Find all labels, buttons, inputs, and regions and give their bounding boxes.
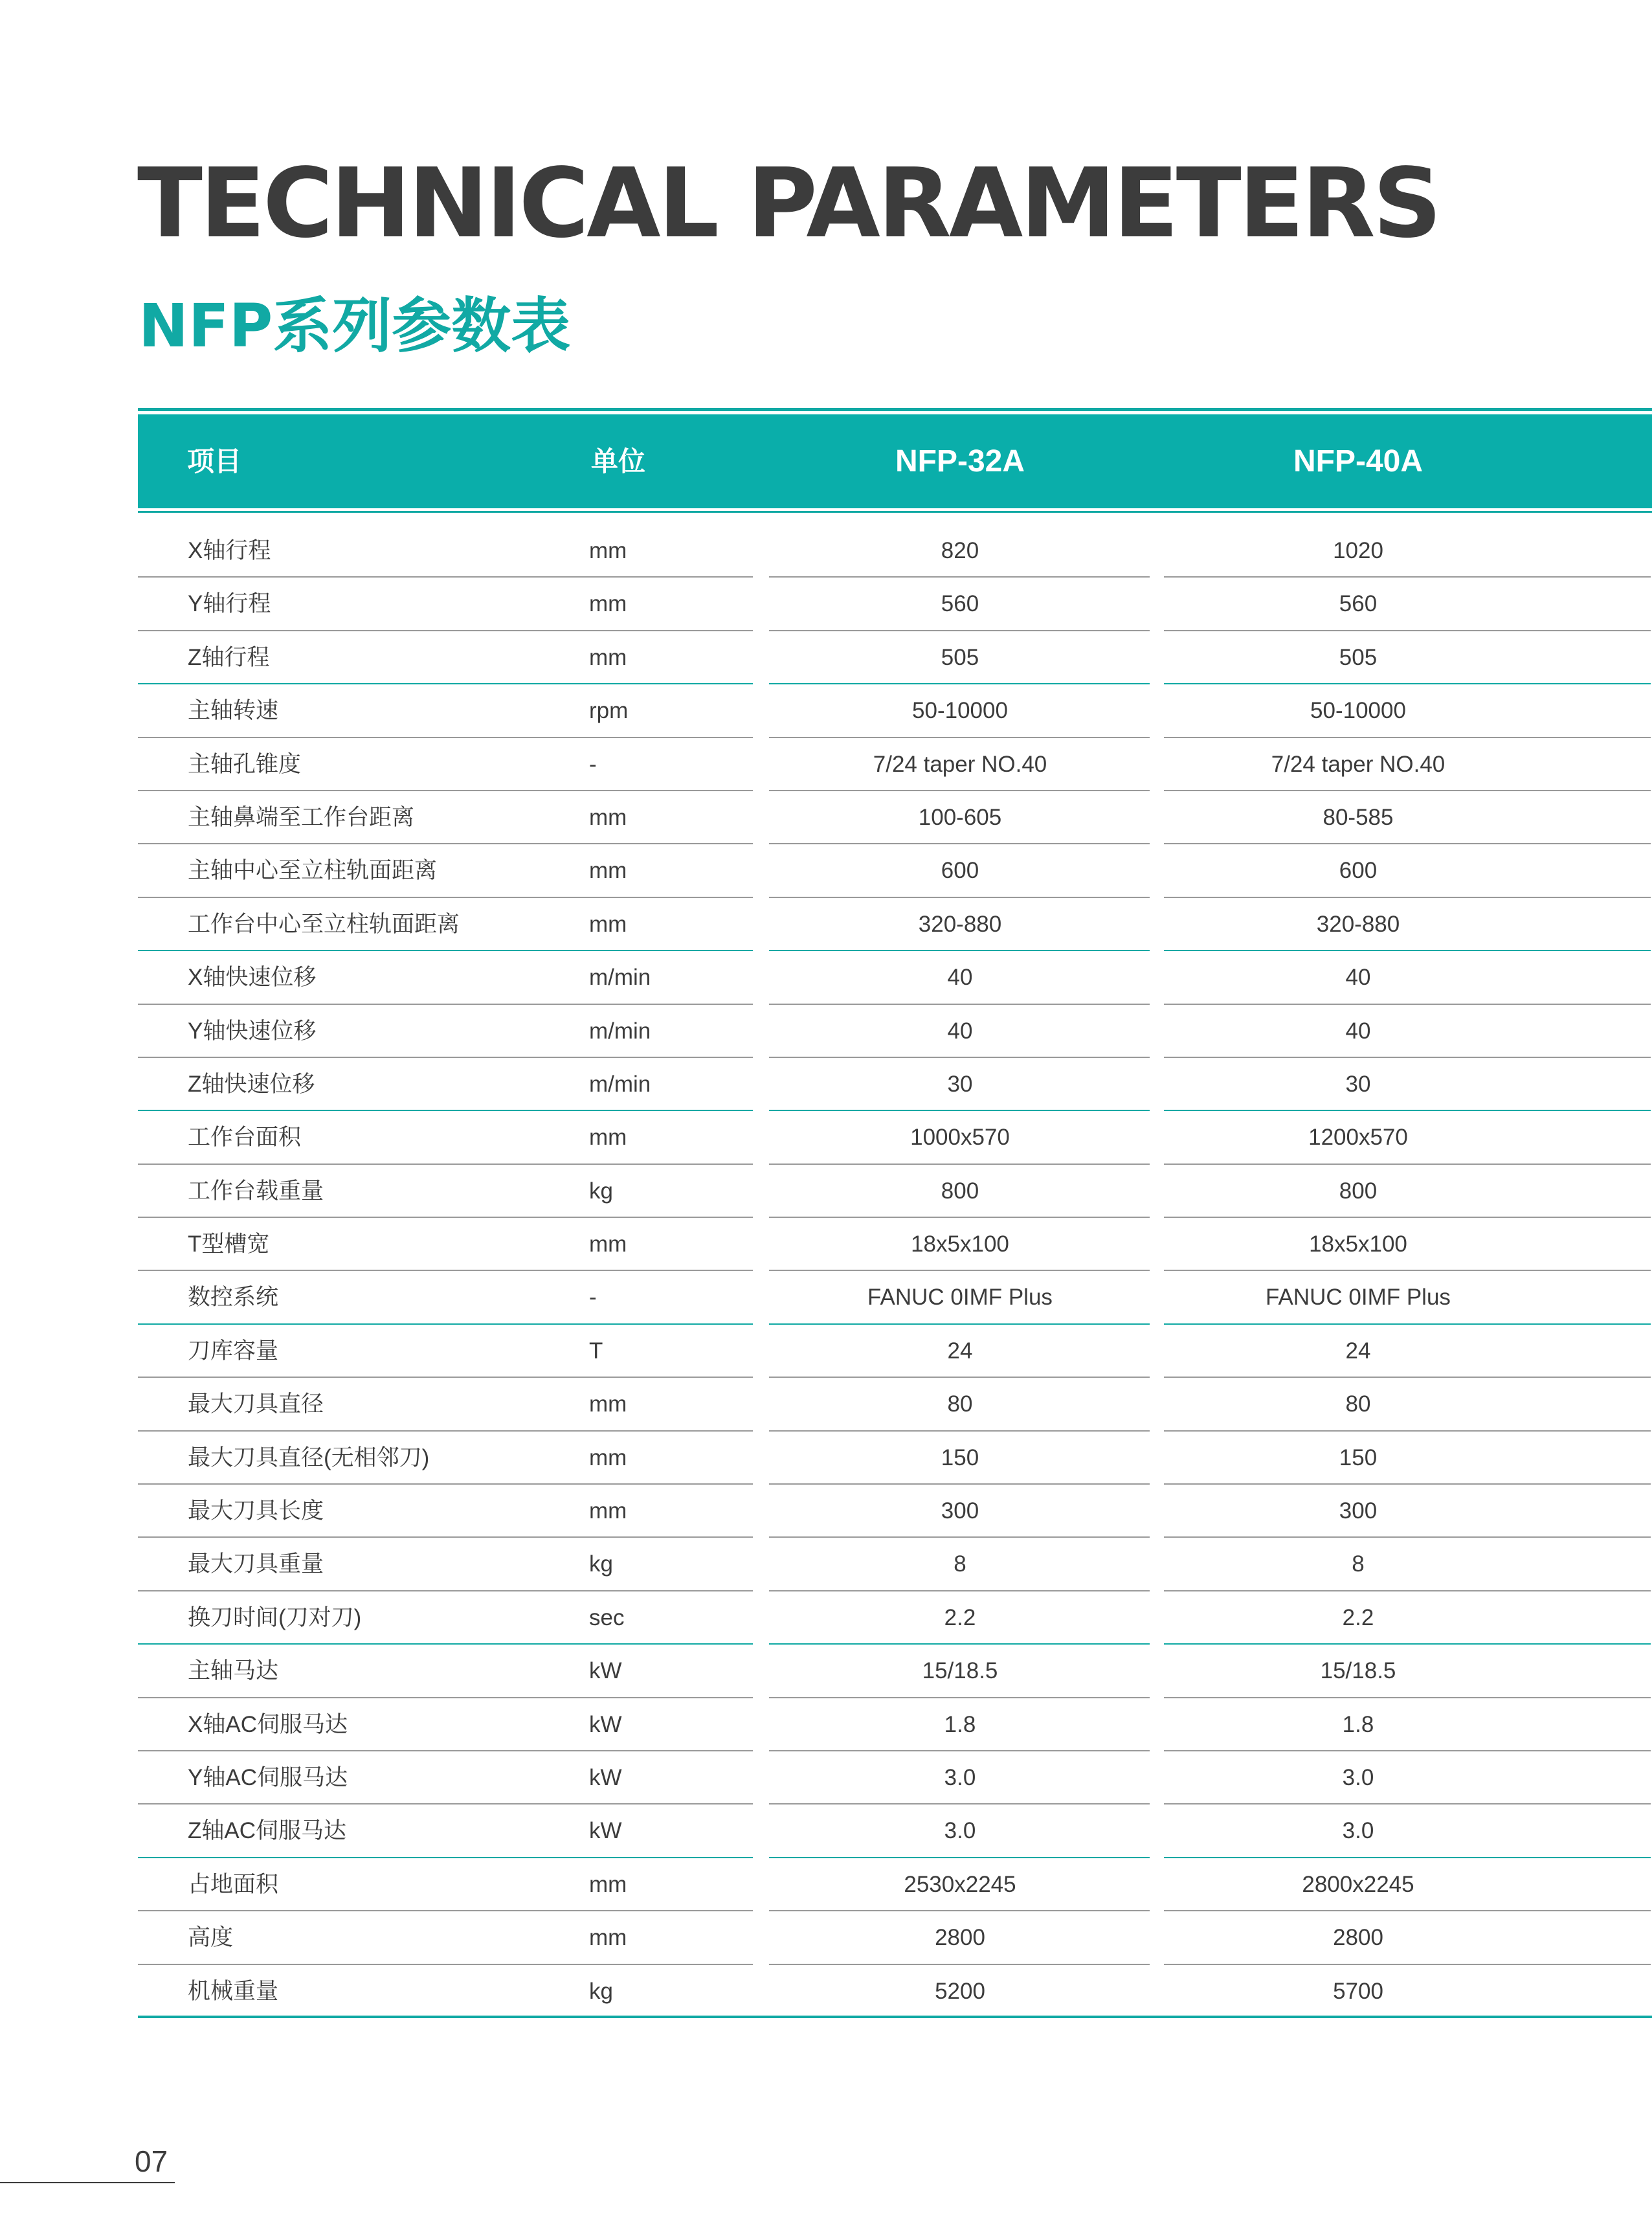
cell-item: T型槽宽 (188, 1231, 270, 1257)
table-row (0, 1058, 1652, 1111)
table-row (0, 1698, 1652, 1751)
table-row (0, 578, 1652, 631)
cell-item: 工作台载重量 (188, 1178, 324, 1204)
cell-nfp-40a: 15/18.5 (1320, 1658, 1396, 1684)
cell-nfp-40a: 300 (1339, 1498, 1378, 1524)
table-row (0, 1858, 1652, 1911)
cell-item: Z轴AC伺服马达 (188, 1818, 347, 1844)
cell-nfp-32a: 2530x2245 (904, 1871, 1016, 1897)
cell-item: X轴AC伺服马达 (188, 1711, 348, 1737)
cell-unit: - (589, 1285, 597, 1310)
cell-nfp-40a: 1020 (1333, 538, 1383, 563)
page-number: 07 (135, 2144, 168, 2178)
cell-nfp-40a: 600 (1339, 858, 1378, 884)
header-unit: 单位 (591, 446, 646, 477)
table-row (0, 1591, 1652, 1645)
table-body (0, 524, 1652, 2018)
cell-unit: kg (589, 1178, 613, 1204)
table-row (0, 1271, 1652, 1324)
cell-nfp-32a: 150 (941, 1445, 979, 1470)
cell-unit: mm (589, 1231, 627, 1257)
cell-unit: mm (589, 1925, 627, 1951)
cell-unit: mm (589, 1391, 627, 1417)
page-title: TECHNICAL PARAMETERS (137, 148, 1440, 259)
cell-item: 换刀时间(刀对刀) (188, 1604, 362, 1630)
cell-nfp-32a: 505 (941, 644, 979, 670)
cell-unit: sec (589, 1604, 625, 1630)
cell-nfp-32a: 1000x570 (910, 1125, 1010, 1151)
table-row (0, 1645, 1652, 1698)
page-number-underline (0, 2182, 175, 2183)
cell-item: 工作台中心至立柱轨面距离 (188, 911, 460, 937)
cell-item: 刀库容量 (188, 1338, 279, 1364)
cell-nfp-40a: 18x5x100 (1309, 1231, 1407, 1257)
cell-nfp-40a: 560 (1339, 591, 1378, 617)
cell-unit: mm (589, 1125, 627, 1151)
header-top-divider (138, 408, 1652, 411)
cell-nfp-40a: 800 (1339, 1178, 1378, 1204)
cell-nfp-40a: 8 (1352, 1551, 1365, 1577)
cell-unit: kg (589, 1551, 613, 1577)
cell-nfp-40a: 150 (1339, 1445, 1378, 1470)
cell-nfp-40a: 80-585 (1323, 804, 1394, 830)
table-row (0, 631, 1652, 684)
header-model-nfp-40a: NFP-40A (1293, 444, 1423, 478)
table-row (0, 898, 1652, 951)
cell-nfp-40a: 7/24 taper NO.40 (1271, 751, 1446, 777)
cell-nfp-32a: 3.0 (944, 1764, 976, 1790)
cell-item: Z轴快速位移 (188, 1071, 315, 1097)
cell-nfp-32a: 560 (941, 591, 979, 617)
table-row (0, 1218, 1652, 1271)
cell-nfp-40a: 3.0 (1342, 1764, 1374, 1790)
cell-item: 机械重量 (188, 1978, 279, 2004)
cell-item: 数控系统 (188, 1285, 279, 1310)
table-row (0, 738, 1652, 791)
table-row (0, 1165, 1652, 1218)
cell-unit: mm (589, 1498, 627, 1524)
cell-nfp-40a: 40 (1345, 965, 1371, 991)
cell-unit: mm (589, 804, 627, 830)
cell-nfp-32a: 50-10000 (912, 698, 1008, 724)
cell-unit: mm (589, 911, 627, 937)
table-row (0, 1804, 1652, 1858)
table-row (0, 791, 1652, 844)
cell-nfp-32a: 3.0 (944, 1818, 976, 1844)
cell-nfp-32a: 320-880 (918, 911, 1002, 937)
table-row (0, 1111, 1652, 1164)
cell-nfp-32a: 2800 (935, 1925, 985, 1951)
table-row (0, 1485, 1652, 1538)
cell-nfp-40a: 2800x2245 (1302, 1871, 1414, 1897)
cell-nfp-40a: 2800 (1333, 1925, 1383, 1951)
cell-item: 高度 (188, 1925, 234, 1951)
header-bottom-divider (138, 511, 1652, 513)
cell-item: Z轴行程 (188, 644, 270, 670)
cell-nfp-40a: 1200x570 (1308, 1125, 1408, 1151)
table-subtitle: NFP系列参数表 (139, 291, 571, 361)
table-row (0, 1432, 1652, 1485)
cell-unit: kg (589, 1978, 613, 2004)
cell-unit: kW (589, 1818, 622, 1844)
cell-nfp-32a: 40 (947, 965, 973, 991)
cell-item: 工作台面积 (188, 1125, 302, 1151)
cell-nfp-32a: 100-605 (918, 804, 1002, 830)
cell-item: 最大刀具直径(无相邻刀) (188, 1445, 430, 1470)
table-row (0, 1911, 1652, 1964)
cell-nfp-40a: 24 (1345, 1338, 1371, 1364)
cell-nfp-40a: 5700 (1333, 1978, 1383, 2004)
cell-nfp-32a: 7/24 taper NO.40 (873, 751, 1047, 777)
cell-item: 主轴转速 (188, 698, 279, 724)
table-row (0, 684, 1652, 737)
header-item: 项目 (187, 446, 242, 477)
cell-unit: kW (589, 1658, 622, 1684)
cell-unit: mm (589, 1871, 627, 1897)
cell-item: 主轴中心至立柱轨面距离 (188, 858, 438, 884)
cell-unit: kW (589, 1711, 622, 1737)
cell-nfp-40a: FANUC 0IMF Plus (1266, 1285, 1451, 1310)
cell-nfp-32a: 40 (947, 1018, 973, 1044)
cell-nfp-40a: 80 (1345, 1391, 1371, 1417)
cell-nfp-40a: 40 (1345, 1018, 1371, 1044)
cell-nfp-32a: 300 (941, 1498, 979, 1524)
cell-unit: kW (589, 1764, 622, 1790)
cell-item: Y轴快速位移 (188, 1018, 317, 1044)
table-row (0, 1005, 1652, 1058)
table-row (0, 1325, 1652, 1378)
table-row (0, 1751, 1652, 1804)
cell-nfp-32a: 5200 (935, 1978, 985, 2004)
cell-unit: mm (589, 591, 627, 617)
cell-item: X轴快速位移 (188, 965, 317, 991)
cell-nfp-32a: 15/18.5 (922, 1658, 998, 1684)
cell-unit: mm (589, 644, 627, 670)
cell-item: Y轴行程 (188, 591, 271, 617)
cell-nfp-32a: 2.2 (944, 1604, 976, 1630)
cell-item: 最大刀具直径 (188, 1391, 324, 1417)
cell-nfp-32a: 820 (941, 538, 979, 563)
cell-item: 主轴马达 (188, 1658, 279, 1684)
cell-unit: mm (589, 538, 627, 563)
cell-nfp-32a: 800 (941, 1178, 979, 1204)
cell-nfp-32a: 1.8 (944, 1711, 976, 1737)
cell-nfp-40a: 1.8 (1342, 1711, 1374, 1737)
cell-nfp-40a: 505 (1339, 644, 1378, 670)
table-row (0, 1538, 1652, 1591)
cell-unit: m/min (589, 965, 651, 991)
cell-nfp-32a: 600 (941, 858, 979, 884)
cell-item: Y轴AC伺服马达 (188, 1764, 348, 1790)
cell-item: 主轴鼻端至工作台距离 (188, 804, 415, 830)
cell-nfp-32a: 24 (947, 1338, 973, 1364)
cell-unit: rpm (589, 698, 629, 724)
cell-nfp-40a: 3.0 (1342, 1818, 1374, 1844)
cell-item: 最大刀具长度 (188, 1498, 324, 1524)
table-row (0, 951, 1652, 1004)
cell-nfp-40a: 2.2 (1342, 1604, 1374, 1630)
cell-unit: mm (589, 1445, 627, 1470)
cell-unit: m/min (589, 1071, 651, 1097)
cell-item: 占地面积 (188, 1871, 279, 1897)
cell-nfp-32a: 30 (947, 1071, 973, 1097)
cell-unit: m/min (589, 1018, 651, 1044)
cell-unit: T (589, 1338, 603, 1364)
table-row (0, 1965, 1652, 2018)
cell-nfp-40a: 50-10000 (1310, 698, 1406, 724)
cell-nfp-32a: 18x5x100 (911, 1231, 1009, 1257)
header-model-nfp-32a: NFP-32A (895, 444, 1025, 478)
cell-nfp-40a: 320-880 (1316, 911, 1400, 937)
table-header (138, 414, 1652, 508)
table-row (0, 524, 1652, 578)
cell-unit: mm (589, 858, 627, 884)
row-divider (138, 2016, 1652, 2018)
table-row (0, 844, 1652, 897)
cell-item: 最大刀具重量 (188, 1551, 324, 1577)
cell-unit: - (589, 751, 597, 777)
table-row (0, 1378, 1652, 1431)
cell-nfp-32a: 80 (947, 1391, 973, 1417)
cell-nfp-32a: FANUC 0IMF Plus (867, 1285, 1053, 1310)
cell-item: 主轴孔锥度 (188, 751, 302, 777)
cell-nfp-32a: 8 (954, 1551, 966, 1577)
cell-nfp-40a: 30 (1345, 1071, 1371, 1097)
cell-item: X轴行程 (188, 538, 271, 563)
